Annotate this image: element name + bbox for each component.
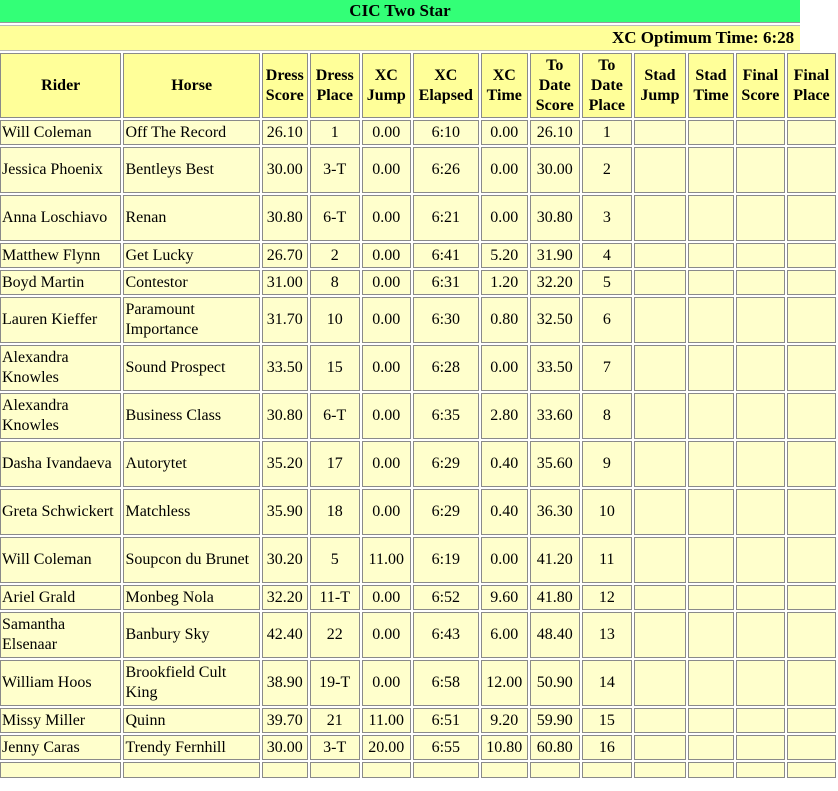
horse-cell: Soupcon du Brunet	[123, 537, 259, 583]
to-date-score-cell: 30.80	[530, 195, 580, 241]
table-row	[0, 489, 836, 535]
xc-jump-cell: 0.00	[362, 120, 411, 145]
to-date-place-cell: 5	[582, 270, 632, 295]
xc-elapsed-cell: 6:19	[413, 537, 479, 583]
stad-jump-cell	[634, 585, 686, 610]
table-row	[0, 441, 836, 487]
dress-score-cell: 31.70	[262, 297, 308, 343]
to-date-place-cell: 8	[582, 393, 632, 439]
table-row	[0, 270, 836, 295]
stad-time-cell	[688, 120, 734, 145]
dress-place-cell: 11-T	[310, 585, 360, 610]
to-date-score-cell: 60.80	[530, 735, 580, 760]
stad-jump-cell	[634, 297, 686, 343]
stad-jump-cell	[634, 735, 686, 760]
header-row	[0, 53, 836, 118]
stad-jump-cell	[634, 270, 686, 295]
dress-score-cell: 33.50	[262, 345, 308, 391]
horse-cell: Autorytet	[123, 441, 259, 487]
to-date-place-cell: 1	[582, 120, 632, 145]
stad-time-cell	[688, 297, 734, 343]
final-score-cell	[736, 441, 785, 487]
header-xc-jump: XC Jump	[362, 53, 411, 118]
to-date-place-cell: 12	[582, 585, 632, 610]
table-row	[0, 612, 836, 658]
to-date-place-cell: 7	[582, 345, 632, 391]
table-row	[0, 660, 836, 706]
xc-time-cell: 1.20	[481, 270, 528, 295]
dress-place-cell: 6-T	[310, 393, 360, 439]
xc-time-cell: 0.00	[481, 120, 528, 145]
dress-place-cell: 15	[310, 345, 360, 391]
final-score-cell	[736, 585, 785, 610]
to-date-place-cell: 16	[582, 735, 632, 760]
stad-time-cell	[688, 270, 734, 295]
table-row	[0, 345, 836, 391]
horse-cell: Renan	[123, 195, 259, 241]
final-place-cell	[787, 735, 836, 760]
to-date-score-cell: 48.40	[530, 612, 580, 658]
xc-time-cell: 2.80	[481, 393, 528, 439]
final-place-cell	[787, 147, 836, 193]
horse-cell: Matchless	[123, 489, 259, 535]
stad-time-cell	[688, 195, 734, 241]
xc-time-cell: 12.00	[481, 660, 528, 706]
dress-place-cell: 8	[310, 270, 360, 295]
header-final-score: Final Score	[736, 53, 785, 118]
rider-cell: Will Coleman	[0, 537, 121, 583]
final-place-cell	[787, 489, 836, 535]
header-xc-time: XC Time	[481, 53, 528, 118]
rider-cell: Greta Schwickert	[0, 489, 121, 535]
dress-score-cell: 38.90	[262, 660, 308, 706]
header-stad-jump: Stad Jump	[634, 53, 686, 118]
xc-time-cell: 0.40	[481, 441, 528, 487]
stad-jump-cell	[634, 120, 686, 145]
results-table	[0, 51, 838, 780]
xc-elapsed-cell: 6:41	[413, 243, 479, 268]
to-date-score-cell: 36.30	[530, 489, 580, 535]
final-place-cell	[787, 585, 836, 610]
horse-cell: Quinn	[123, 708, 259, 733]
xc-elapsed-cell: 6:26	[413, 147, 479, 193]
horse-cell: Banbury Sky	[123, 612, 259, 658]
final-place-cell	[787, 243, 836, 268]
dress-score-cell	[262, 762, 308, 778]
final-score-cell	[736, 243, 785, 268]
rider-cell: Alexandra Knowles	[0, 345, 121, 391]
stad-jump-cell	[634, 147, 686, 193]
results-body	[0, 120, 836, 778]
xc-elapsed-cell: 6:29	[413, 441, 479, 487]
final-place-cell	[787, 612, 836, 658]
final-score-cell	[736, 147, 785, 193]
xc-elapsed-cell: 6:52	[413, 585, 479, 610]
to-date-score-cell: 31.90	[530, 243, 580, 268]
table-row	[0, 393, 836, 439]
dress-score-cell: 42.40	[262, 612, 308, 658]
xc-jump-cell: 0.00	[362, 270, 411, 295]
to-date-score-cell: 33.50	[530, 345, 580, 391]
final-place-cell	[787, 270, 836, 295]
to-date-score-cell: 50.90	[530, 660, 580, 706]
final-score-cell	[736, 660, 785, 706]
final-place-cell	[787, 708, 836, 733]
header-dress-place: Dress Place	[310, 53, 360, 118]
xc-time-cell: 0.00	[481, 195, 528, 241]
rider-cell: Samantha Elsenaar	[0, 612, 121, 658]
stad-jump-cell	[634, 195, 686, 241]
optimum-time-bar	[0, 25, 800, 51]
dress-place-cell: 10	[310, 297, 360, 343]
rider-cell: Boyd Martin	[0, 270, 121, 295]
header-horse: Horse	[123, 53, 259, 118]
xc-elapsed-cell: 6:21	[413, 195, 479, 241]
xc-time-cell: 0.80	[481, 297, 528, 343]
final-score-cell	[736, 120, 785, 145]
xc-elapsed-cell	[413, 762, 479, 778]
stad-jump-cell	[634, 393, 686, 439]
xc-elapsed-cell: 6:58	[413, 660, 479, 706]
stad-jump-cell	[634, 537, 686, 583]
to-date-place-cell: 2	[582, 147, 632, 193]
final-place-cell	[787, 537, 836, 583]
final-score-cell	[736, 195, 785, 241]
dress-place-cell: 3-T	[310, 147, 360, 193]
rider-cell: Dasha Ivandaeva	[0, 441, 121, 487]
xc-elapsed-cell: 6:55	[413, 735, 479, 760]
stad-jump-cell	[634, 441, 686, 487]
to-date-score-cell: 41.20	[530, 537, 580, 583]
table-row	[0, 537, 836, 583]
table-row	[0, 243, 836, 268]
xc-jump-cell: 0.00	[362, 147, 411, 193]
to-date-place-cell: 4	[582, 243, 632, 268]
stad-time-cell	[688, 147, 734, 193]
xc-time-cell: 10.80	[481, 735, 528, 760]
final-score-cell	[736, 297, 785, 343]
dress-score-cell: 30.80	[262, 393, 308, 439]
horse-cell: Bentleys Best	[123, 147, 259, 193]
horse-cell: Business Class	[123, 393, 259, 439]
xc-time-cell: 9.20	[481, 708, 528, 733]
stad-time-cell	[688, 345, 734, 391]
header-stad-time: Stad Time	[688, 53, 734, 118]
dress-score-cell: 30.00	[262, 147, 308, 193]
stad-time-cell	[688, 537, 734, 583]
to-date-score-cell: 26.10	[530, 120, 580, 145]
to-date-place-cell: 3	[582, 195, 632, 241]
header-final-place: Final Place	[787, 53, 836, 118]
xc-jump-cell: 0.00	[362, 393, 411, 439]
xc-elapsed-cell: 6:29	[413, 489, 479, 535]
rider-cell: Will Coleman	[0, 120, 121, 145]
dress-score-cell: 26.70	[262, 243, 308, 268]
final-place-cell	[787, 120, 836, 145]
final-place-cell	[787, 762, 836, 778]
header-dress-score: Dress Score	[262, 53, 308, 118]
rider-cell: Anna Loschiavo	[0, 195, 121, 241]
final-score-cell	[736, 537, 785, 583]
rider-cell	[0, 762, 121, 778]
to-date-place-cell: 13	[582, 612, 632, 658]
table-row	[0, 147, 836, 193]
table-row	[0, 762, 836, 778]
dress-place-cell: 22	[310, 612, 360, 658]
xc-jump-cell: 11.00	[362, 537, 411, 583]
rider-cell: William Hoos	[0, 660, 121, 706]
dress-score-cell: 30.80	[262, 195, 308, 241]
rider-cell: Missy Miller	[0, 708, 121, 733]
xc-time-cell: 0.40	[481, 489, 528, 535]
stad-time-cell	[688, 735, 734, 760]
final-place-cell	[787, 441, 836, 487]
horse-cell: Brookfield Cult King	[123, 660, 259, 706]
stad-jump-cell	[634, 243, 686, 268]
dress-score-cell: 31.00	[262, 270, 308, 295]
xc-jump-cell: 0.00	[362, 660, 411, 706]
horse-cell: Get Lucky	[123, 243, 259, 268]
rider-cell: Jenny Caras	[0, 735, 121, 760]
rider-cell: Alexandra Knowles	[0, 393, 121, 439]
to-date-score-cell: 41.80	[530, 585, 580, 610]
final-place-cell	[787, 660, 836, 706]
xc-elapsed-cell: 6:51	[413, 708, 479, 733]
table-row	[0, 585, 836, 610]
final-score-cell	[736, 489, 785, 535]
dress-place-cell: 2	[310, 243, 360, 268]
xc-time-cell: 6.00	[481, 612, 528, 658]
stad-jump-cell	[634, 660, 686, 706]
stad-jump-cell	[634, 762, 686, 778]
dress-place-cell: 6-T	[310, 195, 360, 241]
stad-jump-cell	[634, 489, 686, 535]
xc-time-cell: 0.00	[481, 345, 528, 391]
xc-jump-cell: 0.00	[362, 612, 411, 658]
xc-elapsed-cell: 6:31	[413, 270, 479, 295]
dress-place-cell	[310, 762, 360, 778]
xc-jump-cell	[362, 762, 411, 778]
stad-time-cell	[688, 489, 734, 535]
to-date-score-cell	[530, 762, 580, 778]
stad-jump-cell	[634, 345, 686, 391]
final-place-cell	[787, 393, 836, 439]
dress-place-cell: 21	[310, 708, 360, 733]
xc-jump-cell: 0.00	[362, 441, 411, 487]
to-date-place-cell: 15	[582, 708, 632, 733]
dress-score-cell: 26.10	[262, 120, 308, 145]
final-place-cell	[787, 297, 836, 343]
final-score-cell	[736, 762, 785, 778]
xc-jump-cell: 0.00	[362, 585, 411, 610]
rider-cell: Lauren Kieffer	[0, 297, 121, 343]
horse-cell: Off The Record	[123, 120, 259, 145]
final-place-cell	[787, 345, 836, 391]
xc-time-cell: 0.00	[481, 537, 528, 583]
xc-jump-cell: 0.00	[362, 195, 411, 241]
stad-time-cell	[688, 708, 734, 733]
xc-jump-cell: 0.00	[362, 297, 411, 343]
table-row	[0, 297, 836, 343]
final-score-cell	[736, 270, 785, 295]
rider-cell: Matthew Flynn	[0, 243, 121, 268]
dress-score-cell: 32.20	[262, 585, 308, 610]
dress-score-cell: 35.90	[262, 489, 308, 535]
stad-jump-cell	[634, 612, 686, 658]
final-place-cell	[787, 195, 836, 241]
table-row	[0, 120, 836, 145]
results-table-container	[0, 51, 830, 791]
xc-jump-cell: 0.00	[362, 489, 411, 535]
page-title: CIC Two Star	[0, 0, 800, 23]
horse-cell: Monbeg Nola	[123, 585, 259, 610]
stad-time-cell	[688, 762, 734, 778]
xc-elapsed-cell: 6:30	[413, 297, 479, 343]
to-date-score-cell: 35.60	[530, 441, 580, 487]
xc-elapsed-cell: 6:43	[413, 612, 479, 658]
xc-jump-cell: 0.00	[362, 345, 411, 391]
to-date-place-cell: 9	[582, 441, 632, 487]
rider-cell: Jessica Phoenix	[0, 147, 121, 193]
stad-time-cell	[688, 243, 734, 268]
header-xc-elapsed: XC Elapsed	[413, 53, 479, 118]
xc-time-cell: 5.20	[481, 243, 528, 268]
to-date-place-cell: 6	[582, 297, 632, 343]
rider-cell: Ariel Grald	[0, 585, 121, 610]
to-date-place-cell: 14	[582, 660, 632, 706]
optimum-time-label: XC Optimum Time: 6:28	[612, 28, 795, 47]
to-date-score-cell: 32.50	[530, 297, 580, 343]
xc-time-cell: 0.00	[481, 147, 528, 193]
horse-cell: Contestor	[123, 270, 259, 295]
header-to-date-score: To Date Score	[530, 53, 580, 118]
dress-score-cell: 39.70	[262, 708, 308, 733]
horse-cell	[123, 762, 259, 778]
table-row	[0, 708, 836, 733]
to-date-score-cell: 59.90	[530, 708, 580, 733]
xc-elapsed-cell: 6:35	[413, 393, 479, 439]
stad-time-cell	[688, 585, 734, 610]
horse-cell: Sound Prospect	[123, 345, 259, 391]
to-date-score-cell: 32.20	[530, 270, 580, 295]
dress-place-cell: 17	[310, 441, 360, 487]
dress-place-cell: 5	[310, 537, 360, 583]
stad-time-cell	[688, 393, 734, 439]
xc-jump-cell: 20.00	[362, 735, 411, 760]
final-score-cell	[736, 612, 785, 658]
to-date-score-cell: 30.00	[530, 147, 580, 193]
final-score-cell	[736, 345, 785, 391]
xc-jump-cell: 11.00	[362, 708, 411, 733]
dress-place-cell: 19-T	[310, 660, 360, 706]
xc-time-cell	[481, 762, 528, 778]
stad-time-cell	[688, 660, 734, 706]
table-row	[0, 735, 836, 760]
dress-place-cell: 1	[310, 120, 360, 145]
dress-place-cell: 18	[310, 489, 360, 535]
xc-time-cell: 9.60	[481, 585, 528, 610]
to-date-place-cell: 10	[582, 489, 632, 535]
to-date-place-cell: 11	[582, 537, 632, 583]
stad-jump-cell	[634, 708, 686, 733]
final-score-cell	[736, 735, 785, 760]
stad-time-cell	[688, 612, 734, 658]
xc-elapsed-cell: 6:28	[413, 345, 479, 391]
dress-score-cell: 30.00	[262, 735, 308, 760]
horse-cell: Paramount Importance	[123, 297, 259, 343]
xc-jump-cell: 0.00	[362, 243, 411, 268]
stad-time-cell	[688, 441, 734, 487]
to-date-place-cell	[582, 762, 632, 778]
dress-place-cell: 3-T	[310, 735, 360, 760]
final-score-cell	[736, 708, 785, 733]
header-to-date-place: To Date Place	[582, 53, 632, 118]
to-date-score-cell: 33.60	[530, 393, 580, 439]
header-rider: Rider	[0, 53, 121, 118]
dress-score-cell: 30.20	[262, 537, 308, 583]
xc-elapsed-cell: 6:10	[413, 120, 479, 145]
horse-cell: Trendy Fernhill	[123, 735, 259, 760]
final-score-cell	[736, 393, 785, 439]
table-row	[0, 195, 836, 241]
dress-score-cell: 35.20	[262, 441, 308, 487]
